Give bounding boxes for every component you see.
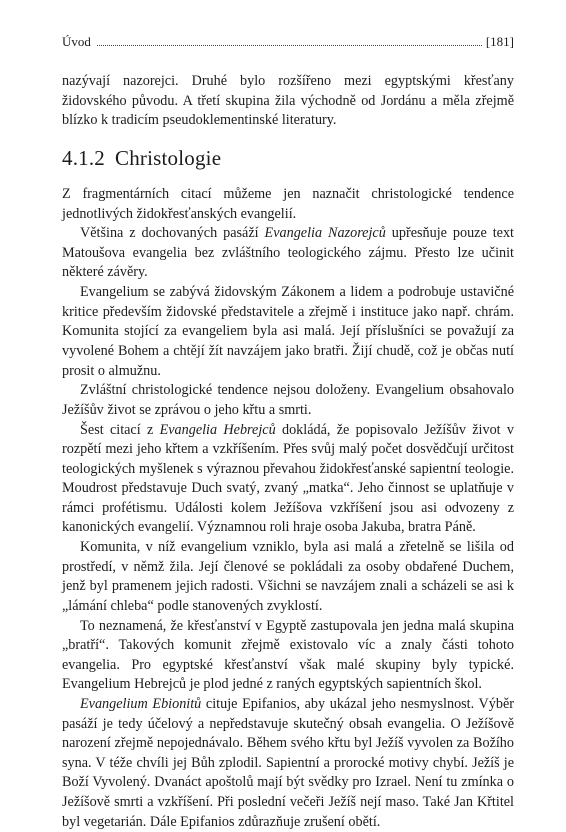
section-number: 4.1.2 xyxy=(62,146,105,170)
paragraph-text: Zvláštní christologické tendence nejsou doloženy. Evangelium obsahovalo Ježíšův život se zprávou o jeho křtu a smrti. xyxy=(62,382,514,418)
section-heading xyxy=(62,146,221,171)
paragraph-text: upřesňuje pouze text Matoušova evangelia bez zvláštního teologického zájmu. Přesto lze učinit některé závěry. xyxy=(62,225,514,281)
paragraph-text: Z fragmentárních citací můžeme jen naznačit christologické tendence jednotlivých židokřesťanských evangelií. xyxy=(62,186,514,222)
paragraph-text: Komunita, v níž evangelium vzniklo, byla asi malá a zřetelně se lišila od prostředí, v němž žila. Její členové se pokládali za osoby obdařené Duchem, jenž byl pramenem jejich radosti. Všichni se navzájem znali a scházeli se asi k „lámání chleba“ podle stanovených zvyklostí. xyxy=(62,539,514,614)
paragraph-text: dokládá, že popisovalo Ježíšův život v rozpětí mezi jeho křtem a vzkříšením. Přes svůj malý počet dosvědčují určitost teologických myšlenek s výraznou převahou židokřesťanské sapientní teologie. Moudrost představuje Duch svatý, zvaný „matka“. Jeho činnost se uplatňuje v rámci profétismu. Události kolem Ježíšova vzkříšení jsou asi odvozeny z kanonických evangelií. Významnou roli hraje osoba Jakuba, bratra Páně. xyxy=(62,421,515,536)
header-leader-dots xyxy=(97,45,482,46)
section-body xyxy=(62,185,514,832)
running-header xyxy=(62,34,514,50)
paragraph-text: Většina z dochovaných pasáží xyxy=(80,225,265,242)
section-title: Christologie xyxy=(115,146,222,170)
paragraph-text: Šest citací z xyxy=(80,421,160,438)
header-section-title: Úvod xyxy=(62,34,91,49)
paragraph xyxy=(62,617,514,695)
italic-title-text: Evangelia Nazorejců xyxy=(264,225,386,242)
paragraph xyxy=(62,224,514,283)
paragraph-text: nazývají nazorejci. Druhé bylo rozšířeno mezi egyptskými křesťany židovského původu. A třetí skupina žila východně od Jordánu a měla zřejmě blízko k tradicím pseudoklementinské literatury. xyxy=(62,73,514,129)
paragraph-text: cituje Epifanios, aby ukázal jeho nesmyslnost. Výběr pasáží je tedy účelový a nepředstavuje skutečný obsah evangelia. O Ježíšově narození zřejmě nepojednávalo. Během svého křtu byl Ježíš vyvolen za Božího syna. V téže chvíli jej Bůh zplodil. Sapientní a prorocké motivy chybí. Ježíš je Boží Vyvolený. Dvanáct apoštolů mají být svědky pro Izrael. Není tu zmínka o Ježíšově smrti a vzkříšení. Při poslední večeři Ježíš nejí maso. Také Jan Křtitel byl vegetarián. Dále Epifanios zdůrazňuje zrušení obětí. xyxy=(62,696,515,830)
paragraph xyxy=(62,538,514,616)
paragraph-text: To neznamená, že křesťanství v Egyptě zastupovala jen jedna malá skupina „bratří“. Takových komunit zřejmě existovalo víc a znaly části tohoto evangelia. Pro egyptské křesťanství však malé skupiny byly typické. Evangelium Hebrejců je plod jedné z raných egyptských sapientních škol. xyxy=(62,617,514,693)
paragraph xyxy=(62,695,514,832)
paragraph xyxy=(62,185,514,224)
paragraph xyxy=(62,421,514,539)
paragraph xyxy=(62,381,514,420)
paragraph-text: Evangelium se zabývá židovským Zákonem a lidem a podrobuje ustavičné kritice především židovské představitele a zřejmě i instituce jako např. chrám. Komunita stojící za evangeliem byla asi malá. Její příslušníci se považují za vyvolené Bohem a chtějí žít navzájem jako bratři. Žijí chudě, což je občas nutí prosit o almužnu. xyxy=(62,284,514,379)
continued-paragraph xyxy=(62,72,514,131)
paragraph xyxy=(62,283,514,381)
page-number: [181] xyxy=(485,34,514,49)
italic-title-text: Evangelium Ebionitů xyxy=(80,696,202,713)
italic-title-text: Evangelia Hebrejců xyxy=(159,421,276,438)
